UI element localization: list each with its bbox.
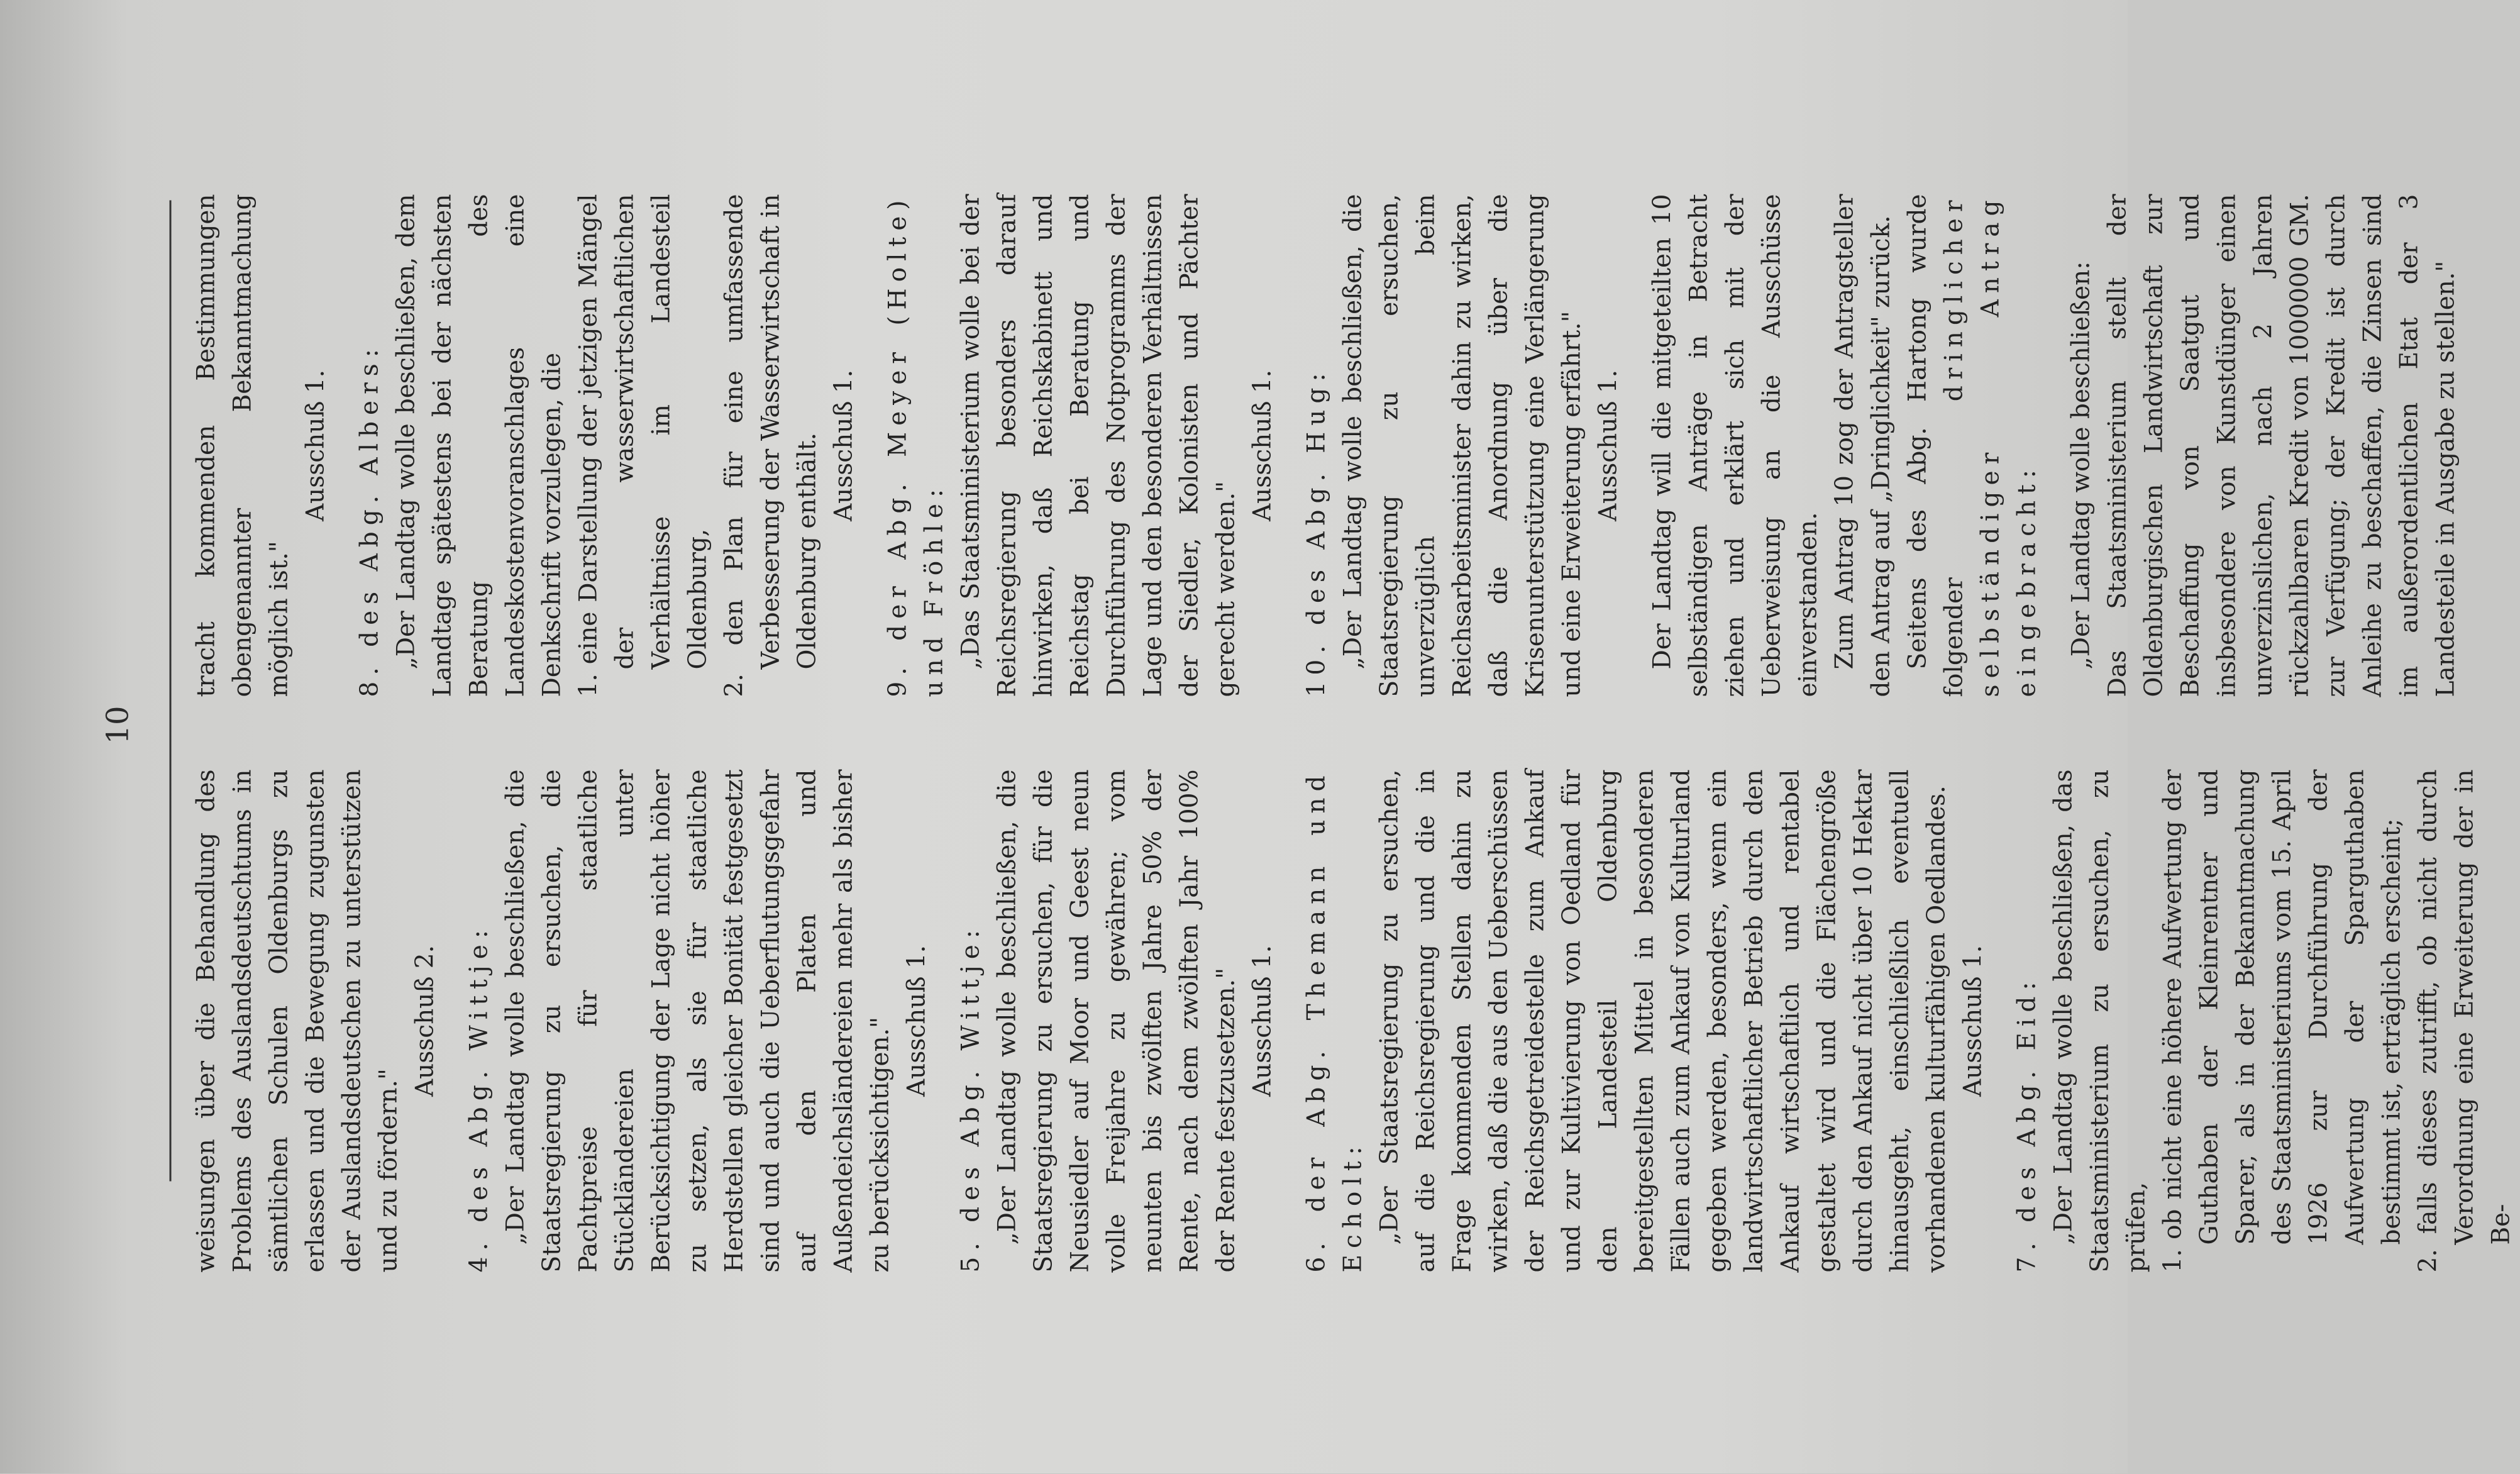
motion-8-point-2: 2. den Plan für eine umfassende Verbesserung der Wasserwirtschaft in Oldenburg enthält. (720, 194, 822, 697)
motion-9-text: „Das Staatsministerium wolle bei der Reichsregierung besonders darauf hinwirken, daß Reichskabinett und Reichstag bei Beratung und Durchführung des Notprogramms der Lage und den besonderen Verhältnissen der Siedler, Kolonisten und Pächter gerecht werden." (956, 194, 1241, 697)
motion-8-text: „Der Landtag wolle beschließen, dem Landtage spätestens bei der nächsten Beratung des Landeskostenvoranschlages eine Denkschrift vorzulegen, die (392, 194, 566, 697)
motion-6-text: „Der Staatsregierung zu ersuchen, auf die Reichsregierung und die in Frage kommenden Stellen dahin zu wirken, daß die aus den Ueberschüssen der Reichsgetreidestelle zum Ankauf und zur Kultivierung von Oedland für den Landesteil Oldenburg bereitgestellten Mittel in besonderen Fällen auch zum Ankauf von Kulturland gegeben werden, besonders, wenn ein landwirtschaftlicher Betrieb durch den Ankauf wirtschaftlich und rentabel gestaltet wird und die Flächengröße durch den Ankauf nicht über 10 Hektar hinausgeht, einschließlich eventuell vorhandenen kulturfähigen Oedlandes. (1375, 769, 1951, 1273)
motion-9-committee: Ausschuß 1. (1248, 369, 1277, 522)
page-number: 10 (100, 706, 136, 745)
left-column (189, 770, 2520, 1273)
motion-7-heading (2009, 770, 2046, 1273)
motion-7-point-2: 2. falls dieses zutrifft, ob nicht durch Verordnung eine Erweiterung der in Be- (2414, 769, 2516, 1273)
motion-10-heading (1299, 194, 1335, 697)
motion-7-point-1: 1. ob nicht eine höhere Aufwertung der Guthaben der Kleinrentner und Sparer, als in der Bekanntmachung des Staatsministeriums vom 15. April 1926 zur Durchführung der Aufwertung der Sparguthaben bestimmt ist, erträglich erscheint; (2158, 769, 2406, 1273)
landtag-resolution: Der Landtag will die mitgeteilten 10 selbständigen Anträge in Betracht ziehen und erklärt sich mit der Ueberweisung an die Ausschüsse einverstanden. (1648, 194, 1823, 697)
right-column (189, 194, 2465, 697)
motion-4-text: „Der Landtag wolle beschließen, die Staatsregierung zu ersuchen, die Pachtpreise für staatliche Stückländereien unter Berücksichtigung der Lage nicht höher zu setzen, als sie für staatliche Herdstellen gleicher Bonität festgesetzt sind und auch die Ueberflutungsgefahr auf den Platen und Außendeichsländereien mehr als bisher zu berücksichtigen." (501, 769, 895, 1273)
motion-9-heading (880, 194, 953, 697)
motion-8-heading (352, 194, 389, 697)
motion-8-point-1: 1. eine Darstellung der jetzigen Mängel der wasserwirtschaftlichen Verhältnisse im Landesteil Oldenburg, (574, 194, 712, 697)
header-rule (170, 201, 172, 1182)
motion-10-committee: Ausschuß 1. (1594, 369, 1623, 522)
motion-5-committee: Ausschuß 1. (1248, 945, 1277, 1097)
motion-4-heading-text: 4. des Abg. Wittje: (465, 924, 494, 1273)
motion-10-heading-text: 10. des Abg. Hug: (1302, 367, 1331, 697)
continuation-text-right: tracht kommenden Bestimmungen obengenannter Bekanntmachung möglich ist." (192, 194, 294, 697)
motion-9-heading-text: 9. der Abg. Meyer (Holte) und Fröhle: (883, 194, 949, 697)
motion-5-text: „Der Landtag wolle beschließen, die Staatsregierung zu ersuchen, für die Neusiedler auf Moor und Geest neun volle Freijahre zu gewähren; vom neunten bis zwölften Jahre 50% der Rente, nach dem zwölften Jahr 100% der Rente festzusetzen." (993, 769, 1241, 1273)
motion-5-heading-text: 5. des Abg. Wittje: (956, 924, 985, 1273)
committee-label: Ausschuß 2. (411, 945, 439, 1097)
document-page (0, 1, 2516, 1474)
motion-4-committee: Ausschuß 1. (902, 945, 931, 1097)
committee-label-right: Ausschuß 1. (301, 369, 330, 522)
motion-10-text: „Der Landtag wolle beschließen, die Staatsregierung zu ersuchen, unverzüglich beim Reichsarbeitsminister dahin zu wirken, daß die Anordnung über die Krisenunterstützung eine Verlängerung und eine Erweiterung erfährt." (1339, 194, 1586, 697)
continuation-text: weisungen über die Behandlung des Problems des Auslandsdeutschtums in sämtlichen Schulen Oldenburgs zu erlassen und die Bewegung zugunsten der Auslandsdeutschen zu unterstützen und zu fördern." (192, 769, 403, 1273)
urgent-motion-intro (1900, 194, 2046, 697)
motion-7-intro: „Der Landtag wolle beschließen, das Staatsministerium zu ersuchen, zu prüfen, (2049, 769, 2151, 1273)
urgent-motion-intro-a: Seitens des Abg. Hartong wurde folgender (1903, 194, 1969, 697)
motion-6-heading-text: 6. der Abg. Themann und Echolt: (1302, 769, 1368, 1273)
urgent-motion-intro-b: dringlicher selbständiger Antrag eingebracht: (1940, 194, 2042, 697)
withdrawal-note: Zum Antrag 10 zog der Antragsteller den Antrag auf „Dringlichkeit" zurück. (1830, 194, 1896, 697)
motion-8-committee: Ausschuß 1. (829, 369, 858, 522)
motion-6-committee: Ausschuß 1. (1959, 945, 1987, 1097)
motion-7-heading-text: 7. des Abg. Eid: (2013, 975, 2042, 1273)
motion-4-heading (461, 770, 498, 1273)
motion-6-heading (1299, 770, 1372, 1273)
urgent-motion-quote-text: Das Staatsministerium stellt der Oldenburgischen Landwirtschaft zur Beschaffung von Saatgut und insbesondere von Kunstdünger einen unverzinslichen, nach 2 Jahren rückzahlbaren Kredit von 1000000 GM. zur Verfügung; der Kredit ist durch Anleihe zu beschaffen, die Zinsen sind im außerordentlichen Etat der 3 Landesteile in Ausgabe zu stellen." (2103, 194, 2460, 697)
motion-5-heading (953, 770, 990, 1273)
urgent-motion-quote-intro: „Der Landtag wolle beschließen: (2067, 261, 2096, 670)
motion-8-heading-text: 8. des Abg. Albers: (355, 343, 384, 697)
